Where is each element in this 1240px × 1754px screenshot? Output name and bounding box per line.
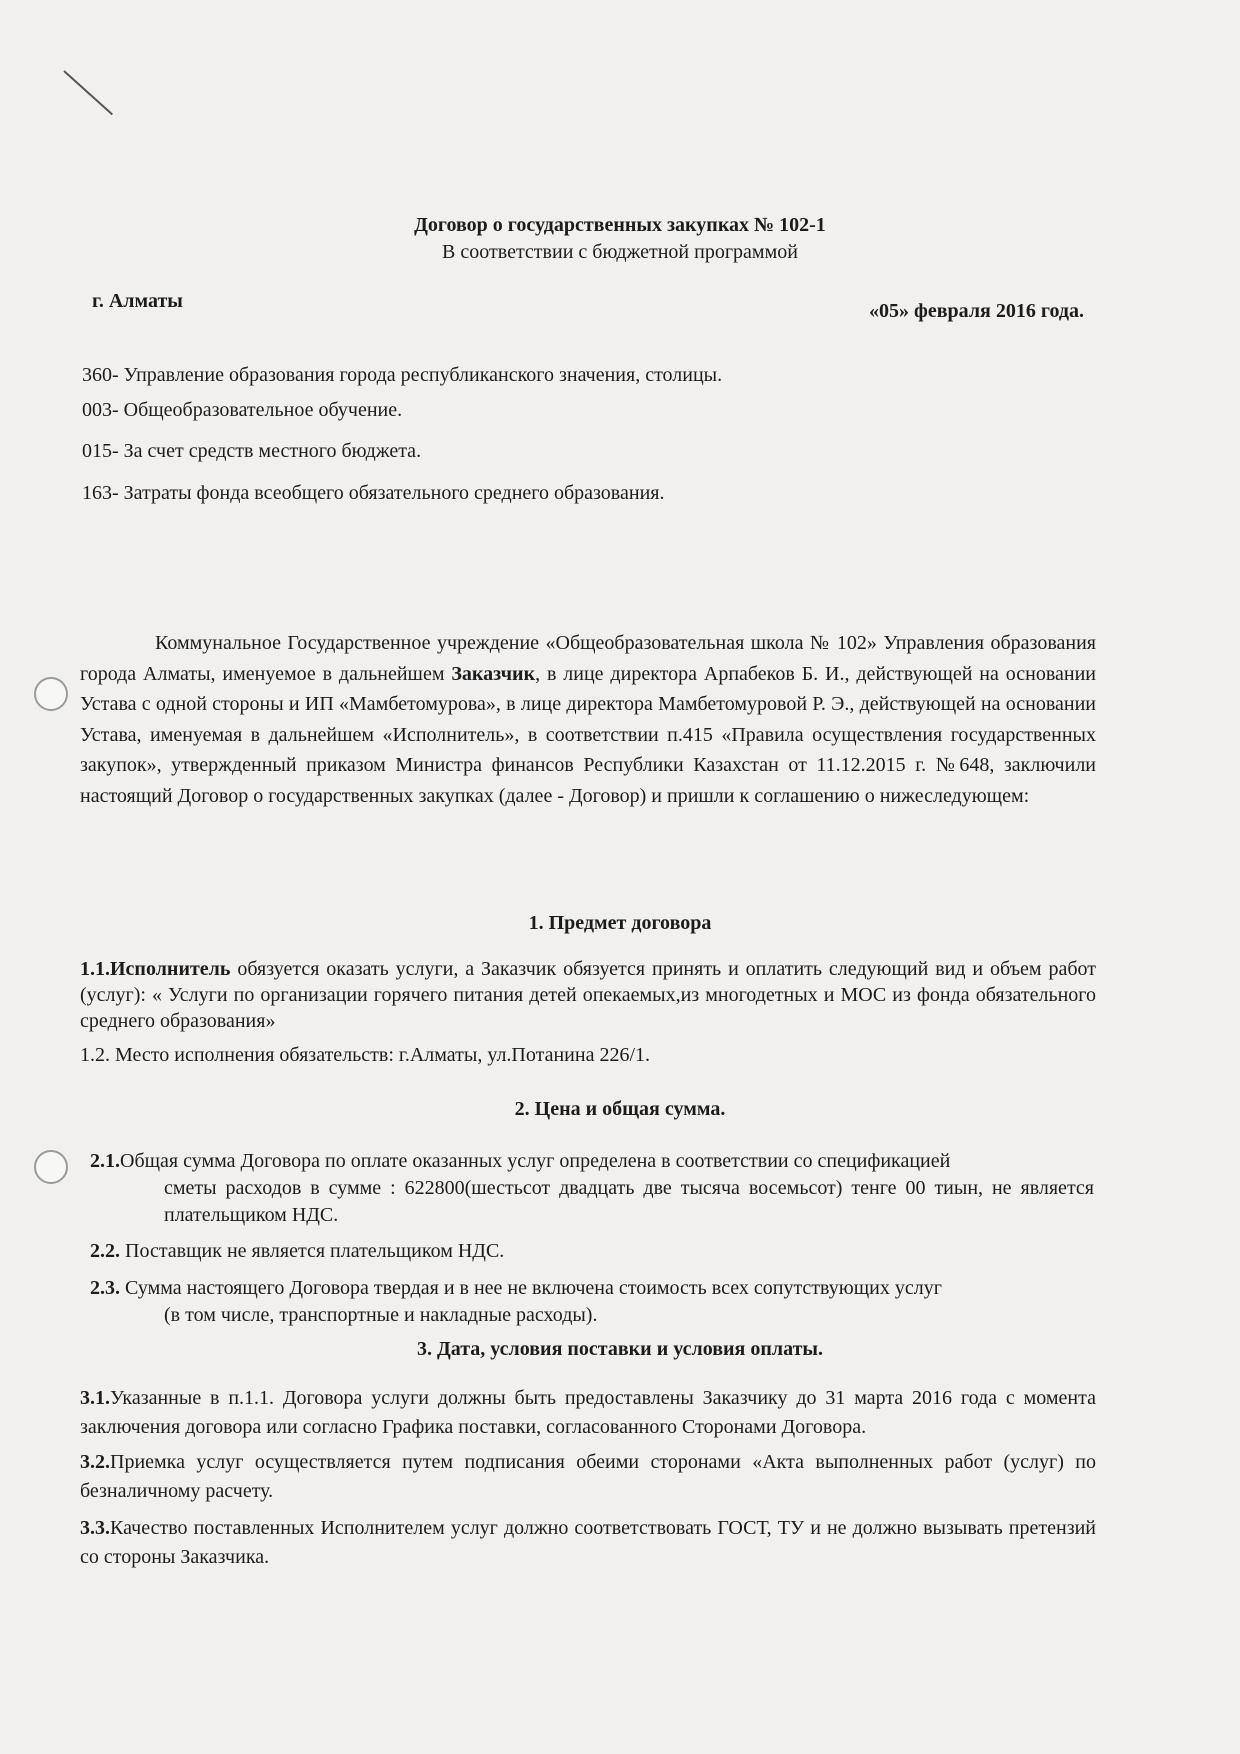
item-3-3-number: 3.3. xyxy=(80,1517,110,1539)
preamble-part2: , в лице директора Арпабеков Б. И., действующей на основании Устава с одной стороны и ИП «Мамбетомурова», в лице директора Мамбетомуровой Р. Э., действующей на основании Устава, именуемая в дальнейшем «Исполнитель», в соответствии п.415 «Правила осуществления государственных закупок», утвержденный приказом Министра финансов Республики Казахстан от 11.12.2015 г. №648, заключили настоящий Договор о государственных закупках (далее - Договор) и пришли к соглашению о нижеследующем: xyxy=(80,662,1096,807)
section1-item2: 1.2. Место исполнения обязательств: г.Алматы, ул.Потанина 226/1. xyxy=(80,1044,651,1066)
contract-date: «05» февраля 2016 года. xyxy=(869,300,1084,322)
section2-item1 xyxy=(90,1148,1094,1229)
item-3-2-number: 3.2. xyxy=(80,1451,110,1473)
preamble-part1: Коммунальное Государственное учреждение «Общеобразовательная школа № 102» Управления образования города Алматы, именуемое в дальнейшем xyxy=(80,632,1096,685)
document-subtitle: В соответствии с бюджетной программой xyxy=(442,241,798,263)
item-3-2-text: Приемка услуг осуществляется путем подписания обеими сторонами «Акта выполненных работ (услуг) по безналичному расчету. xyxy=(80,1451,1096,1502)
preamble-customer: Заказчик xyxy=(451,662,536,685)
item-2-3-first: Сумма настоящего Договора твердая и в нее не включена стоимость всех сопутствующих услуг xyxy=(120,1277,942,1299)
section2-heading: 2. Цена и общая сумма. xyxy=(514,1098,726,1120)
section2-item3 xyxy=(90,1275,1094,1329)
punch-hole-bottom xyxy=(34,1150,68,1184)
item-2-1-number: 2.1. xyxy=(90,1150,120,1172)
punch-hole-top xyxy=(34,677,68,711)
budget-code-360: 360- Управление образования города республиканского значения, столицы. xyxy=(82,364,723,386)
item-2-3-number: 2.3. xyxy=(90,1277,120,1299)
section3-item3 xyxy=(80,1514,1096,1572)
document-title: Договор о государственных закупках № 102-1 xyxy=(414,214,826,236)
item-1-1-number: 1.1. xyxy=(80,958,110,980)
item-1-1-executor: Исполнитель xyxy=(110,958,231,980)
section3-heading: 3. Дата, условия поставки и условия оплаты. xyxy=(416,1338,824,1360)
budget-code-003: 003- Общеобразовательное обучение. xyxy=(82,399,403,421)
item-1-1-text: обязуется оказать услуги, а Заказчик обязуется принять и оплатить следующий вид и объем работ (услуг): « Услуги по организации горячего питания детей опекаемых,из многодетных и МОС из фонда обязательного среднего образования» xyxy=(80,958,1096,1032)
item-2-2-text: Поставщик не является плательщиком НДС. xyxy=(120,1240,505,1262)
city: г. Алматы xyxy=(92,290,183,312)
section3-item1 xyxy=(80,1384,1096,1442)
budget-code-015: 015- За счет средств местного бюджета. xyxy=(82,440,422,462)
item-3-3-text: Качество поставленных Исполнителем услуг должно соответствовать ГОСТ, ТУ и не должно вызывать претензий со стороны Заказчика. xyxy=(80,1517,1096,1568)
item-2-1-rest: сметы расходов в сумме : 622800(шестьсот двадцать две тысяча восемьсот) тенге 00 тиын, не является плательщиком НДС. xyxy=(164,1177,1094,1226)
preamble xyxy=(80,628,1096,811)
item-2-2-number: 2.2. xyxy=(90,1240,120,1262)
item-2-3-rest: (в том числе, транспортные и накладные расходы). xyxy=(164,1304,598,1326)
budget-code-163: 163- Затраты фонда всеобщего обязательного среднего образования. xyxy=(82,482,665,504)
section1-item1 xyxy=(80,956,1096,1034)
item-2-1-first: Общая сумма Договора по оплате оказанных услуг определена в соответствии со спецификацией xyxy=(120,1150,951,1172)
section2-item2 xyxy=(90,1238,504,1265)
section1-heading: 1. Предмет договора xyxy=(528,912,712,934)
section3-item2 xyxy=(80,1448,1096,1506)
item-3-1-text: Указанные в п.1.1. Договора услуги должны быть предоставлены Заказчику до 31 марта 2016 года с момента заключения договора или согласно Графика поставки, согласованного Сторонами Договора. xyxy=(80,1387,1096,1438)
scan-mark xyxy=(63,70,113,115)
item-3-1-number: 3.1. xyxy=(80,1387,110,1409)
